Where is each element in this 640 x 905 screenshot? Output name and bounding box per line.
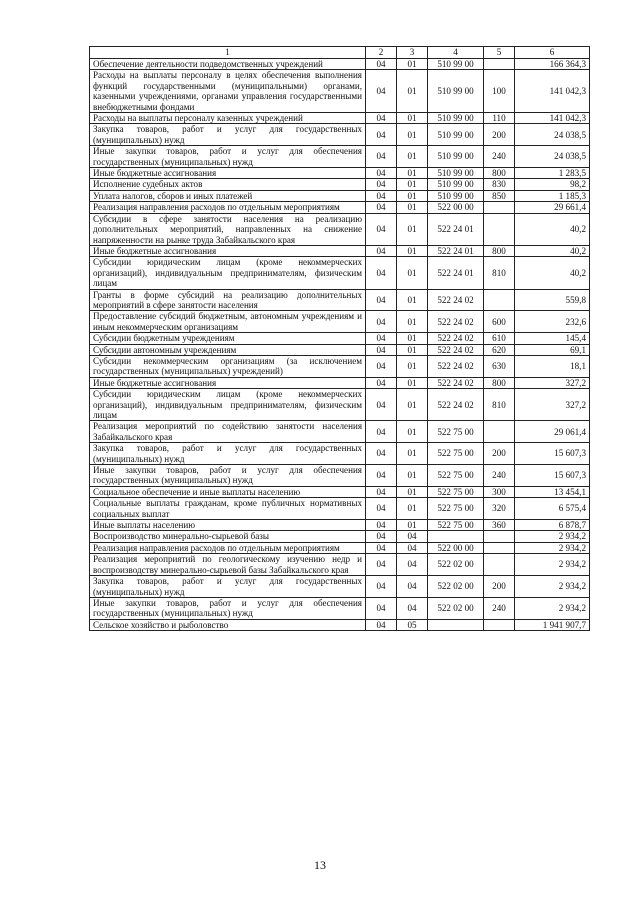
amount-cell: 15 607,3 [515, 443, 590, 465]
amount-cell: 24 038,5 [515, 146, 590, 168]
expense-type-cell: 800 [484, 168, 515, 179]
amount-cell: 24 038,5 [515, 124, 590, 146]
section-code-cell: 04 [366, 597, 397, 619]
amount-cell: 327,2 [515, 389, 590, 421]
subsection-code-cell: 01 [397, 59, 428, 70]
expense-type-cell: 360 [484, 520, 515, 531]
row-name-cell: Закупка товаров, работ и услуг для государственных (муниципальных) нужд [90, 443, 366, 465]
amount-cell: 6 575,4 [515, 498, 590, 520]
subsection-code-cell: 04 [397, 542, 428, 553]
target-article-cell: 522 75 00 [428, 520, 484, 531]
row-name-cell: Субсидии бюджетным учреждениям [90, 333, 366, 344]
expense-type-cell: 800 [484, 245, 515, 256]
amount-cell: 166 364,3 [515, 59, 590, 70]
row-name-cell: Сельское хозяйство и рыболовство [90, 619, 366, 630]
amount-cell: 13 454,1 [515, 486, 590, 497]
row-name-cell: Иные бюджетные ассигнования [90, 168, 366, 179]
table-row [90, 421, 590, 443]
subsection-code-cell: 01 [397, 389, 428, 421]
expense-type-cell: 200 [484, 124, 515, 146]
column-header: 4 [428, 47, 484, 59]
amount-cell: 6 878,7 [515, 520, 590, 531]
target-article-cell: 522 75 00 [428, 465, 484, 487]
table-row [90, 355, 590, 377]
section-code-cell: 04 [366, 333, 397, 344]
row-name-cell: Социальные выплаты гражданам, кроме публичных нормативных социальных выплат [90, 498, 366, 520]
table-row [90, 443, 590, 465]
expense-type-cell: 800 [484, 377, 515, 388]
expense-type-cell: 810 [484, 257, 515, 289]
amount-cell: 18,1 [515, 355, 590, 377]
table-row [90, 190, 590, 201]
target-article-cell [428, 619, 484, 630]
subsection-code-cell: 01 [397, 344, 428, 355]
section-code-cell: 04 [366, 421, 397, 443]
table-row [90, 389, 590, 421]
table-row [90, 168, 590, 179]
section-code-cell: 04 [366, 124, 397, 146]
row-name-cell: Закупка товаров, работ и услуг для государственных (муниципальных) нужд [90, 576, 366, 598]
table-row [90, 257, 590, 289]
table-row [90, 179, 590, 190]
target-article-cell: 510 99 00 [428, 70, 484, 113]
amount-cell: 1 283,5 [515, 168, 590, 179]
expense-type-cell: 850 [484, 190, 515, 201]
table-row [90, 70, 590, 113]
table-header-row [90, 47, 590, 59]
subsection-code-cell: 01 [397, 113, 428, 124]
table-row [90, 202, 590, 213]
amount-cell: 40,2 [515, 213, 590, 245]
subsection-code-cell: 01 [397, 311, 428, 333]
target-article-cell: 510 99 00 [428, 168, 484, 179]
subsection-code-cell: 04 [397, 576, 428, 598]
amount-cell: 1 185,3 [515, 190, 590, 201]
row-name-cell: Субсидии юридическим лицам (кроме некоммерческих организаций), индивидуальным предпринимателям, физическим лицам [90, 257, 366, 289]
target-article-cell: 522 75 00 [428, 421, 484, 443]
target-article-cell [428, 531, 484, 542]
section-code-cell: 04 [366, 377, 397, 388]
expense-type-cell: 240 [484, 465, 515, 487]
budget-table [89, 46, 590, 631]
section-code-cell: 04 [366, 190, 397, 201]
expense-type-cell: 600 [484, 311, 515, 333]
column-header: 2 [366, 47, 397, 59]
target-article-cell: 522 24 02 [428, 355, 484, 377]
expense-type-cell [484, 421, 515, 443]
amount-cell: 141 042,3 [515, 113, 590, 124]
amount-cell: 2 934,2 [515, 597, 590, 619]
amount-cell: 2 934,2 [515, 554, 590, 576]
expense-type-cell: 320 [484, 498, 515, 520]
expense-type-cell [484, 213, 515, 245]
subsection-code-cell: 01 [397, 421, 428, 443]
expense-type-cell: 610 [484, 333, 515, 344]
amount-cell: 141 042,3 [515, 70, 590, 113]
section-code-cell: 04 [366, 245, 397, 256]
section-code-cell: 04 [366, 213, 397, 245]
target-article-cell: 522 02 00 [428, 597, 484, 619]
expense-type-cell: 240 [484, 146, 515, 168]
target-article-cell: 522 00 00 [428, 202, 484, 213]
section-code-cell: 04 [366, 443, 397, 465]
column-header: 1 [90, 47, 366, 59]
subsection-code-cell: 01 [397, 213, 428, 245]
target-article-cell: 522 24 01 [428, 213, 484, 245]
table-row [90, 576, 590, 598]
section-code-cell: 04 [366, 355, 397, 377]
table-row [90, 498, 590, 520]
row-name-cell: Расходы на выплаты персоналу в целях обеспечения выполнения функций государственными (муниципальными) органами, казенными учреждениями, органами управления государственными внебюджетными фондами [90, 70, 366, 113]
target-article-cell: 510 99 00 [428, 59, 484, 70]
column-header: 5 [484, 47, 515, 59]
section-code-cell: 04 [366, 344, 397, 355]
table-row [90, 377, 590, 388]
section-code-cell: 04 [366, 179, 397, 190]
subsection-code-cell: 01 [397, 179, 428, 190]
section-code-cell: 04 [366, 520, 397, 531]
row-name-cell: Иные бюджетные ассигнования [90, 377, 366, 388]
amount-cell: 29 661,4 [515, 202, 590, 213]
target-article-cell: 522 75 00 [428, 486, 484, 497]
section-code-cell: 04 [366, 257, 397, 289]
expense-type-cell: 620 [484, 344, 515, 355]
subsection-code-cell: 01 [397, 377, 428, 388]
amount-cell: 2 934,2 [515, 542, 590, 553]
row-name-cell: Воспроизводство минерально-сырьевой базы [90, 531, 366, 542]
table-row [90, 289, 590, 311]
table-row [90, 146, 590, 168]
budget-page [89, 46, 588, 631]
table-row [90, 542, 590, 553]
row-name-cell: Иные закупки товаров, работ и услуг для обеспечения государственных (муниципальных) нужд [90, 597, 366, 619]
expense-type-cell: 200 [484, 443, 515, 465]
table-row [90, 311, 590, 333]
subsection-code-cell: 01 [397, 486, 428, 497]
section-code-cell: 04 [366, 498, 397, 520]
table-row [90, 344, 590, 355]
amount-cell: 98,2 [515, 179, 590, 190]
expense-type-cell: 110 [484, 113, 515, 124]
section-code-cell: 04 [366, 554, 397, 576]
target-article-cell: 522 75 00 [428, 498, 484, 520]
section-code-cell: 04 [366, 486, 397, 497]
row-name-cell: Предоставление субсидий бюджетным, автономным учреждениям и иным некоммерческим организациям [90, 311, 366, 333]
target-article-cell: 522 24 01 [428, 257, 484, 289]
row-name-cell: Субсидии юридическим лицам (кроме некоммерческих организаций), индивидуальным предпринимателям, физическим лицам [90, 389, 366, 421]
expense-type-cell [484, 59, 515, 70]
table-row [90, 486, 590, 497]
amount-cell: 15 607,3 [515, 465, 590, 487]
row-name-cell: Расходы на выплаты персоналу казенных учреждений [90, 113, 366, 124]
expense-type-cell: 100 [484, 70, 515, 113]
subsection-code-cell: 01 [397, 190, 428, 201]
table-row [90, 333, 590, 344]
amount-cell: 2 934,2 [515, 576, 590, 598]
column-header: 6 [515, 47, 590, 59]
target-article-cell: 510 99 00 [428, 146, 484, 168]
amount-cell: 327,2 [515, 377, 590, 388]
section-code-cell: 04 [366, 289, 397, 311]
row-name-cell: Обеспечение деятельности подведомственных учреждений [90, 59, 366, 70]
target-article-cell: 522 24 02 [428, 311, 484, 333]
target-article-cell: 522 24 02 [428, 333, 484, 344]
section-code-cell: 04 [366, 59, 397, 70]
target-article-cell: 522 24 02 [428, 344, 484, 355]
table-row [90, 465, 590, 487]
row-name-cell: Уплата налогов, сборов и иных платежей [90, 190, 366, 201]
subsection-code-cell: 01 [397, 443, 428, 465]
expense-type-cell: 300 [484, 486, 515, 497]
target-article-cell: 522 00 00 [428, 542, 484, 553]
row-name-cell: Реализация направления расходов по отдельным мероприятиям [90, 542, 366, 553]
expense-type-cell [484, 619, 515, 630]
row-name-cell: Исполнение судебных актов [90, 179, 366, 190]
row-name-cell: Реализация направления расходов по отдельным мероприятиям [90, 202, 366, 213]
subsection-code-cell: 01 [397, 355, 428, 377]
section-code-cell: 04 [366, 619, 397, 630]
amount-cell: 40,2 [515, 257, 590, 289]
row-name-cell: Реализация мероприятий по содействию занятости населения Забайкальского края [90, 421, 366, 443]
row-name-cell: Гранты в форме субсидий на реализацию дополнительных мероприятий в сфере занятости населения [90, 289, 366, 311]
amount-cell: 40,2 [515, 245, 590, 256]
section-code-cell: 04 [366, 465, 397, 487]
target-article-cell: 522 02 00 [428, 576, 484, 598]
expense-type-cell [484, 542, 515, 553]
amount-cell: 69,1 [515, 344, 590, 355]
target-article-cell: 510 99 00 [428, 113, 484, 124]
expense-type-cell [484, 289, 515, 311]
amount-cell: 29 061,4 [515, 421, 590, 443]
target-article-cell: 522 24 02 [428, 377, 484, 388]
table-row [90, 531, 590, 542]
row-name-cell: Закупка товаров, работ и услуг для государственных (муниципальных) нужд [90, 124, 366, 146]
row-name-cell: Социальное обеспечение и иные выплаты населению [90, 486, 366, 497]
target-article-cell: 522 24 01 [428, 245, 484, 256]
subsection-code-cell: 01 [397, 202, 428, 213]
row-name-cell: Субсидии автономным учреждениям [90, 344, 366, 355]
subsection-code-cell: 05 [397, 619, 428, 630]
expense-type-cell: 200 [484, 576, 515, 598]
subsection-code-cell: 04 [397, 554, 428, 576]
target-article-cell: 522 24 02 [428, 389, 484, 421]
row-name-cell: Иные закупки товаров, работ и услуг для обеспечения государственных (муниципальных) нужд [90, 146, 366, 168]
target-article-cell: 522 75 00 [428, 443, 484, 465]
table-row [90, 213, 590, 245]
target-article-cell: 510 99 00 [428, 190, 484, 201]
expense-type-cell: 630 [484, 355, 515, 377]
table-row [90, 124, 590, 146]
subsection-code-cell: 01 [397, 333, 428, 344]
section-code-cell: 04 [366, 168, 397, 179]
subsection-code-cell: 04 [397, 597, 428, 619]
section-code-cell: 04 [366, 531, 397, 542]
subsection-code-cell: 01 [397, 520, 428, 531]
expense-type-cell: 810 [484, 389, 515, 421]
amount-cell: 559,8 [515, 289, 590, 311]
row-name-cell: Реализация мероприятий по геологическому изучению недр и воспроизводству минерально-сырьевой базы Забайкальского края [90, 554, 366, 576]
table-row [90, 113, 590, 124]
row-name-cell: Иные выплаты населению [90, 520, 366, 531]
expense-type-cell: 830 [484, 179, 515, 190]
target-article-cell: 522 24 02 [428, 289, 484, 311]
expense-type-cell [484, 554, 515, 576]
subsection-code-cell: 01 [397, 257, 428, 289]
row-name-cell: Иные закупки товаров, работ и услуг для обеспечения государственных (муниципальных) нужд [90, 465, 366, 487]
subsection-code-cell: 04 [397, 531, 428, 542]
section-code-cell: 04 [366, 542, 397, 553]
amount-cell: 1 941 907,7 [515, 619, 590, 630]
table-row [90, 520, 590, 531]
subsection-code-cell: 01 [397, 498, 428, 520]
subsection-code-cell: 01 [397, 168, 428, 179]
section-code-cell: 04 [366, 202, 397, 213]
row-name-cell: Иные бюджетные ассигнования [90, 245, 366, 256]
section-code-cell: 04 [366, 70, 397, 113]
expense-type-cell: 240 [484, 597, 515, 619]
target-article-cell: 510 99 00 [428, 124, 484, 146]
table-row [90, 59, 590, 70]
subsection-code-cell: 01 [397, 70, 428, 113]
section-code-cell: 04 [366, 146, 397, 168]
table-row [90, 245, 590, 256]
subsection-code-cell: 01 [397, 245, 428, 256]
section-code-cell: 04 [366, 389, 397, 421]
section-code-cell: 04 [366, 113, 397, 124]
amount-cell: 2 934,2 [515, 531, 590, 542]
subsection-code-cell: 01 [397, 146, 428, 168]
expense-type-cell [484, 531, 515, 542]
amount-cell: 232,6 [515, 311, 590, 333]
section-code-cell: 04 [366, 576, 397, 598]
column-header: 3 [397, 47, 428, 59]
table-row [90, 597, 590, 619]
table-row [90, 554, 590, 576]
subsection-code-cell: 01 [397, 289, 428, 311]
table-row [90, 619, 590, 630]
page-number: 13 [314, 858, 326, 872]
target-article-cell: 522 02 00 [428, 554, 484, 576]
target-article-cell: 510 99 00 [428, 179, 484, 190]
subsection-code-cell: 01 [397, 465, 428, 487]
row-name-cell: Субсидии в сфере занятости населения на реализацию дополнительных мероприятий, направленных на снижение напряженности на рынке труда Забайкальского края [90, 213, 366, 245]
expense-type-cell [484, 202, 515, 213]
amount-cell: 145,4 [515, 333, 590, 344]
row-name-cell: Субсидии некоммерческим организациям (за исключением государственных (муниципальных) учреждений) [90, 355, 366, 377]
section-code-cell: 04 [366, 311, 397, 333]
subsection-code-cell: 01 [397, 124, 428, 146]
